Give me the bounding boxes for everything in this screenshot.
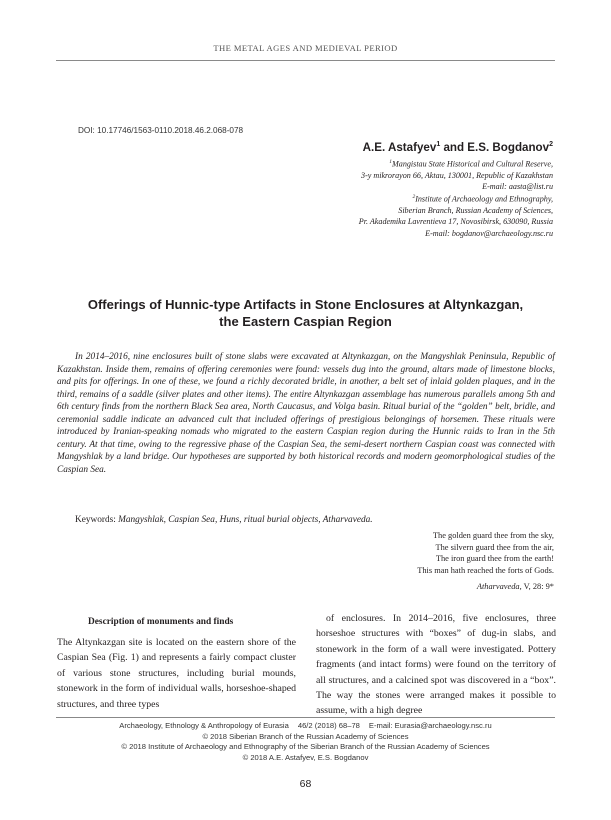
- footer-issue: 46/2 (2018) 68–78: [297, 721, 360, 730]
- footer-copyright-3: © 2018 A.E. Astafyev, E.S. Bogdanov: [242, 752, 369, 762]
- author-1: A.E. Astafyev: [362, 141, 437, 154]
- affiliation-2-line-1: Institute of Archaeology and Ethnography,: [415, 194, 553, 204]
- article-title: [40, 296, 571, 330]
- author-block: [133, 141, 553, 239]
- footer-copyright-2: © 2018 Institute of Archaeology and Ethnography of the Siberian Branch of the Russian Academy of Sciences: [121, 742, 490, 752]
- title-line-2: the Eastern Caspian Region: [219, 314, 392, 329]
- epigraph-line-1: The golden guard thee from the sky,: [432, 531, 554, 540]
- title-line-1: Offerings of Hunnic-type Artifacts in Stone Enclosures at Altynkazgan,: [87, 297, 524, 312]
- epigraph-line-4: This man hath reached the forts of Gods.: [417, 566, 554, 576]
- keywords-label: Keywords:: [75, 515, 116, 525]
- body-column-right: of enclosures. In 2014–2016, five enclosures, three horseshoe structures with “boxes” of dug-in slabs, and stonework in the form of a wall were investigated. Pottery fragments (and intact forms) were found on the territory of all structures, and a calcined spot was discovered in a “box”. The way the stones were arranged makes it possible to assume, with a high degree: [316, 613, 556, 717]
- epigraph-source: [417, 581, 554, 593]
- section-heading: Description of monuments and finds: [88, 617, 234, 627]
- author-connector: and: [440, 141, 468, 154]
- body-column-left: The Altynkazgan site is located on the eastern shore of the Caspian Sea (Fig. 1) and represents a fairly compact cluster of various stone structures, including burial mounds, stonework in the form of individual walls, horseshoe-shaped structures, and three types: [57, 637, 296, 710]
- affiliation-2-line-3: Pr. Akademika Lavrentieva 17, Novosibirsk, 630090, Russia: [358, 217, 553, 227]
- affiliation-1-line-1: Mangistau State Historical and Cultural Reserve,: [392, 159, 553, 169]
- affiliation-2: [133, 192, 553, 205]
- affiliation-1-email[interactable]: E-mail: aasta@list.ru: [482, 182, 553, 192]
- affiliation-1-line-2: 3-y mikrorayon 66, Aktau, 130001, Republic of Kazakhstan: [361, 170, 553, 180]
- footer-copyright-1: © 2018 Siberian Branch of the Russian Academy of Sciences: [202, 731, 409, 741]
- doi[interactable]: DOI: 10.17746/1563-0110.2018.46.2.068-078: [78, 126, 244, 135]
- keywords: [75, 515, 373, 525]
- affiliation-2-line-2: Siberian Branch, Russian Academy of Sciences,: [398, 206, 553, 216]
- epigraph-source-ref: , V, 28: 9*: [519, 581, 554, 591]
- author-2: E.S. Bogdanov: [467, 141, 550, 154]
- epigraph: [417, 530, 554, 593]
- affiliation-1: [133, 157, 553, 170]
- footer-journal-line: [0, 721, 611, 732]
- epigraph-line-2: The silvern guard thee from the air,: [435, 542, 554, 552]
- footer: [0, 721, 611, 763]
- affiliation-2-sup: 2: [412, 194, 416, 201]
- footer-journal: Archaeology, Ethnology & Anthropology of Eurasia: [119, 721, 289, 730]
- running-header: THE METAL AGES AND MEDIEVAL PERIOD: [213, 43, 398, 53]
- footer-rule: [56, 717, 555, 718]
- authors: [133, 141, 553, 154]
- abstract: In 2014–2016, nine enclosures built of stone slabs were excavated at Altynkazgan, on the Mangyshlak Peninsula, Republic of Kazakhstan. Inside them, remains of offering ceremonies were found: vessels dug into the ground, altars made of limestone blocks, and pits for offerings. In one of these, we found a richly decorated bridle, in another, a belt set of inlaid golden plaques, and in the third, remains of a saddle (silver plates and other items). The entire Altynkazgan assemblage has numerous parallels among 5th and 6th century finds from the northern Black Sea area, North Caucasus, and Volga basin. Ritual burial of the “golden” belt, bridle, and ceremonial saddle indicate an advanced cult that included offerings of prestigious belongings of horsemen. These rituals were introduced by Iranian-speaking nomads who migrated to the eastern Caspian region during the Hunnic raids to Iran in the 5th century. At that time, owing to the regressive phase of the Caspian Sea, the semi-desert northern Caspian coast was connected with Mangyshlak by a land bridge. Our hypotheses are supported by both historical records and modern geomorphological studies of the Caspian Sea.: [57, 352, 555, 475]
- author-2-sup: 2: [549, 141, 553, 149]
- keywords-terms: Mangyshlak, Caspian Sea, Huns, ritual burial objects, Atharvaveda.: [118, 515, 373, 525]
- footer-email[interactable]: E-mail: Eurasia@archaeology.nsc.ru: [368, 721, 492, 730]
- epigraph-source-work: Atharvaveda: [476, 581, 520, 591]
- epigraph-line-3: The iron guard thee from the earth!: [435, 554, 554, 564]
- affiliation-2-email[interactable]: E-mail: bogdanov@archaeology.nsc.ru: [425, 228, 553, 238]
- author-1-sup: 1: [436, 141, 441, 149]
- affiliation-1-sup: 1: [389, 159, 393, 165]
- header-rule: [56, 60, 555, 61]
- page-number: 68: [299, 778, 312, 790]
